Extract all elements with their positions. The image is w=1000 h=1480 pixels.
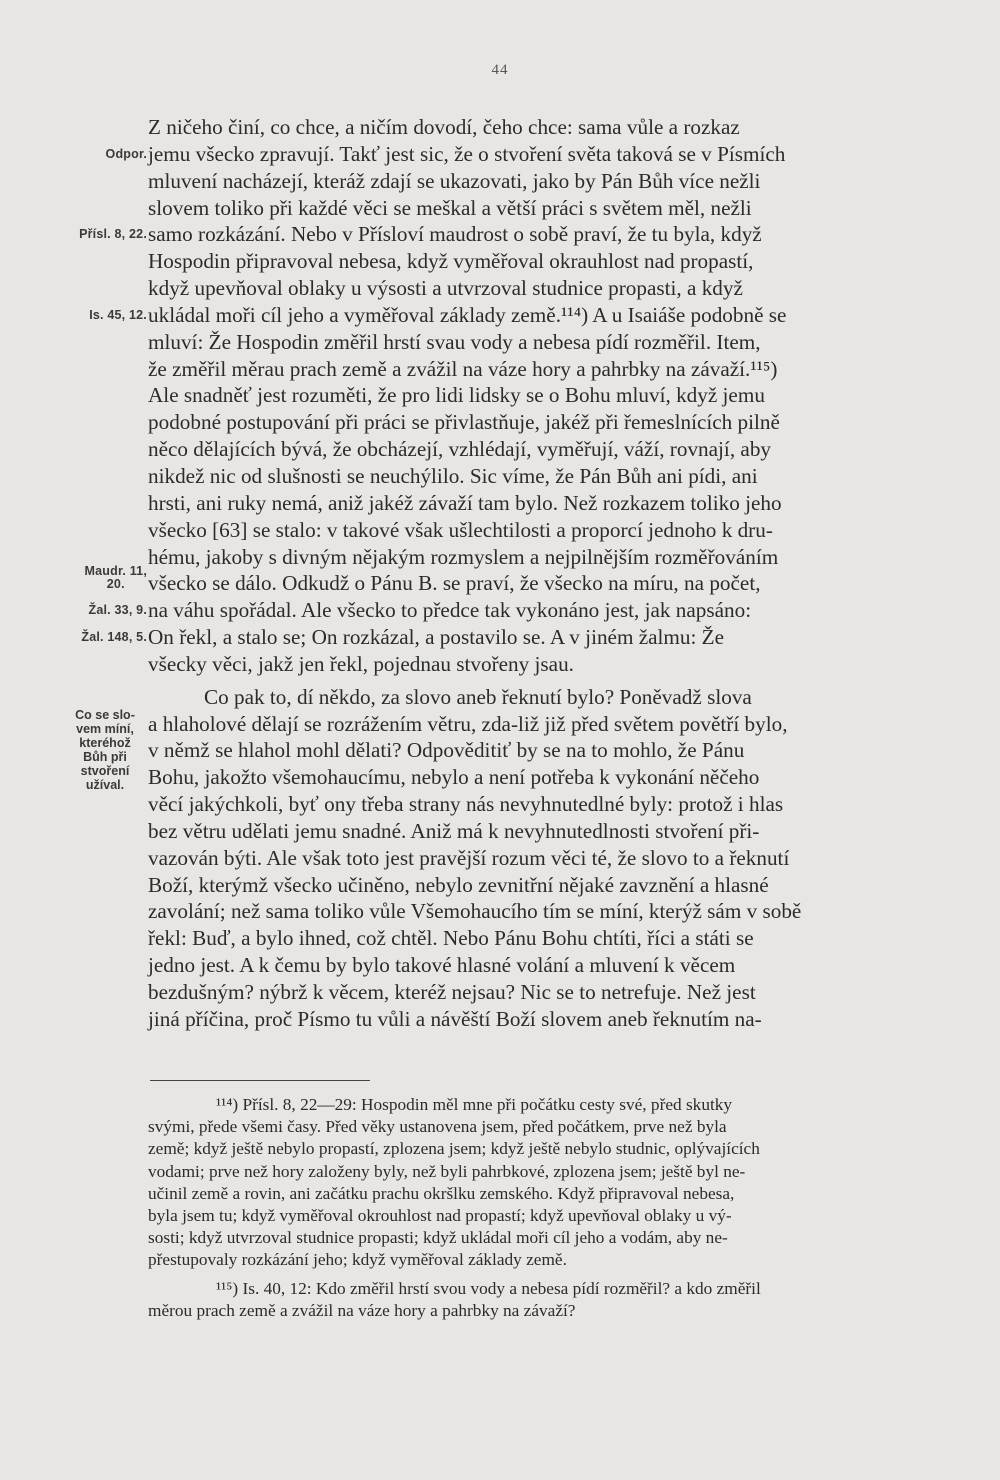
text-line: hému, jakoby s divným nějakým rozmyslem a nejpilnějším rozměřováním <box>148 544 779 569</box>
text-line: Žal. 148, 5. On řekl, a stalo se; On rozkázal, a postavilo se. A v jiném žalmu: Že <box>81 625 725 650</box>
text-line: bez větru udělati jemu snadné. Aniž má k nevyhnutedlnosti stvoření při- <box>148 818 760 843</box>
footnote-line: učinil země a rovin, ani začátku prachu okršlku zemského. Když připravoval nebesa, <box>148 1183 735 1203</box>
margin-note-prisl: Přísl. 8, 22. <box>79 227 147 242</box>
footnote-line: byla jsem tu; když vyměřoval okrouhlost nad propastí; když upevňoval oblaky u vý- <box>148 1205 732 1225</box>
text-line: že změřil měrau prach země a zvážil na váze hory a pahrbky na závaží.¹¹⁵) <box>148 356 778 381</box>
text-line: vazován býti. Ale však toto jest pravější rozum věci té, že slovo to a řeknutí <box>148 845 790 870</box>
footnote-line: přestupovaly rozkázání jeho; když vyměřoval základy země. <box>148 1250 567 1270</box>
text-line: nikdež nic od slušnosti se neuchýlilo. Sic víme, že Pán Bůh ani pídi, ani <box>148 463 758 488</box>
text-line: Žal. 33, 9. na váhu spořádal. Ale všecko to předce tak vykonáno jest, jak napsáno: <box>88 598 752 623</box>
text-line: a hlaholové dělají se rozrážením větru, zda-liž již před světem povětří bylo, <box>148 711 788 736</box>
text-line: jiná příčina, proč Písmo tu vůli a návěští Boží slovem aneb řeknutím na- <box>148 1006 762 1031</box>
margin-note-odpor: Odpor. <box>105 146 147 161</box>
text-line: slovem toliko při každé věci se meškal a větší práci s světem měl, nežli <box>148 195 752 220</box>
text-line: Přísl. 8, 22. samo rozkázání. Nebo v Přísloví maudrost o sobě praví, že tu byla, když <box>79 222 762 247</box>
text-line: podobné postupování při práci se přivlastňuje, jakéž při řemeslnících pilně <box>148 410 780 435</box>
page-number: 44 <box>491 62 509 78</box>
text-line: všecky věci, jakž jen řekl, pojednau stvořeny jsau. <box>148 651 574 676</box>
text-line: jedno jest. A k čemu by bylo takové hlasné volání a mluvení k věcem <box>148 953 736 978</box>
footnote-line: ¹¹⁵) Is. 40, 12: Kdo změřil hrstí svou vody a nebesa pídí rozměřil? a kdo změřil <box>216 1278 761 1298</box>
text-line: bezdušným? nýbrž k věcem, kteréž nejsau? Nic se to netrefuje. Než jest <box>148 980 756 1004</box>
text-line: Z ničeho činí, co chce, a ničím dovodí, čeho chce: sama vůle a rozkaz <box>148 115 740 139</box>
margin-note-co-se: Co se slo- vem míní, kteréhož Bůh při stvoření užíval. <box>75 708 135 792</box>
text-line: když upevňoval oblaky u výsosti a utvrzoval studnice propasti, a když <box>148 276 743 301</box>
text-line: mluvení nacházejí, kteráž zdají se ukazovati, jako by Pán Bůh více nežli <box>148 168 761 193</box>
text-line: Maudr. 11, 20. všecko se dálo. Odkudž o Pánu B. se praví, že všecko na míru, na počet, <box>84 564 761 596</box>
footnote-line: svými, přede všemi časy. Před věky ustanovena jsem, před počátkem, prve než byla <box>148 1117 727 1137</box>
margin-note-zal148: Žal. 148, 5. <box>81 630 147 645</box>
margin-note-maudr: Maudr. 11, 20. <box>84 564 147 592</box>
footnote-line: ¹¹⁴) Přísl. 8, 22—29: Hospodin měl mne při počátku cesty své, před skutky <box>216 1095 733 1114</box>
text-line: mluví: Že Hospodin změřil hrstí svau vody a nebesa pídí rozměřil. Item, <box>148 329 761 354</box>
text-line: věcí jakýchkoli, byť ony třeba strany nás nevyhnutedlné byly: protož i hlas <box>148 792 784 817</box>
footnote-separator <box>150 1080 370 1081</box>
margin-note-zal33: Žal. 33, 9. <box>88 603 147 618</box>
text-line: zavolání; než sama toliko vůle Všemohaucího tím se míní, kterýž sám v sobě <box>148 899 802 924</box>
text-line: Co pak to, dí někdo, za slovo aneb řeknutí bylo? Poněvadž slova <box>204 684 752 709</box>
footnote-line: sosti; když utvrzoval studnice propasti; když ukládal moři cíl jeho a vodám, aby ne- <box>148 1228 728 1248</box>
text-line: Is. 45, 12. ukládal moři cíl jeho a vyměřoval základy země.¹¹⁴) A u Isaiáše podobně se <box>89 302 787 327</box>
text-line: řekl: Buď, a bylo ihned, což chtěl. Nebo Pánu Bohu chtíti, říci a státi se <box>148 926 754 951</box>
footnote-line: vodami; prve než hory založeny byly, než byli pahrbkové, zplozena jsem; ještě byl ne- <box>148 1161 746 1181</box>
text-line: hrsti, ani ruky nemá, aniž jakéž závaží tam bylo. Než rozkazem toliko jeho <box>148 490 782 515</box>
footnote-line: měrou prach země a zvážil na váze hory a pahrbky na závaží? <box>148 1300 576 1320</box>
footnotes <box>0 1094 1000 1322</box>
text-line: Hospodin připravoval nebesa, když vyměřoval okrauhlost nad propastí, <box>148 249 754 274</box>
text-line: v němž se hlahol mohl dělati? Odpověditiť by se na to mohlo, že Pánu <box>148 738 745 763</box>
footnote-line: země; když ještě nebylo propastí, zplozena jsem; když ještě nebylo studnic, oplývajících <box>148 1139 760 1159</box>
text-line: Boží, kterýmž všecko učiněno, nebylo zevnitřní nějaké zavznění a hlasné <box>148 872 769 897</box>
text-line: Ale snadněť jest rozuměti, že pro lidi lidsky se o Bohu mluví, když jemu <box>148 383 765 408</box>
margin-note-is: Is. 45, 12. <box>89 307 147 322</box>
text-line: něco dělajících bývá, že obcházejí, vzhlédají, vyměřují, váží, rovnají, aby <box>148 437 772 462</box>
text-line: Bohu, jakožto všemohaucímu, nebylo a není potřeba k vykonání něčeho <box>148 765 760 790</box>
text-line: všecko [63] se stalo: v takové však ušlechtilosti a proporcí jednoho k dru- <box>148 517 773 542</box>
text-line: Odpor. jemu všecko zpravují. Takť jest sic, že o stvoření světa taková se v Písmích <box>105 141 786 166</box>
body-text <box>0 114 1000 1033</box>
